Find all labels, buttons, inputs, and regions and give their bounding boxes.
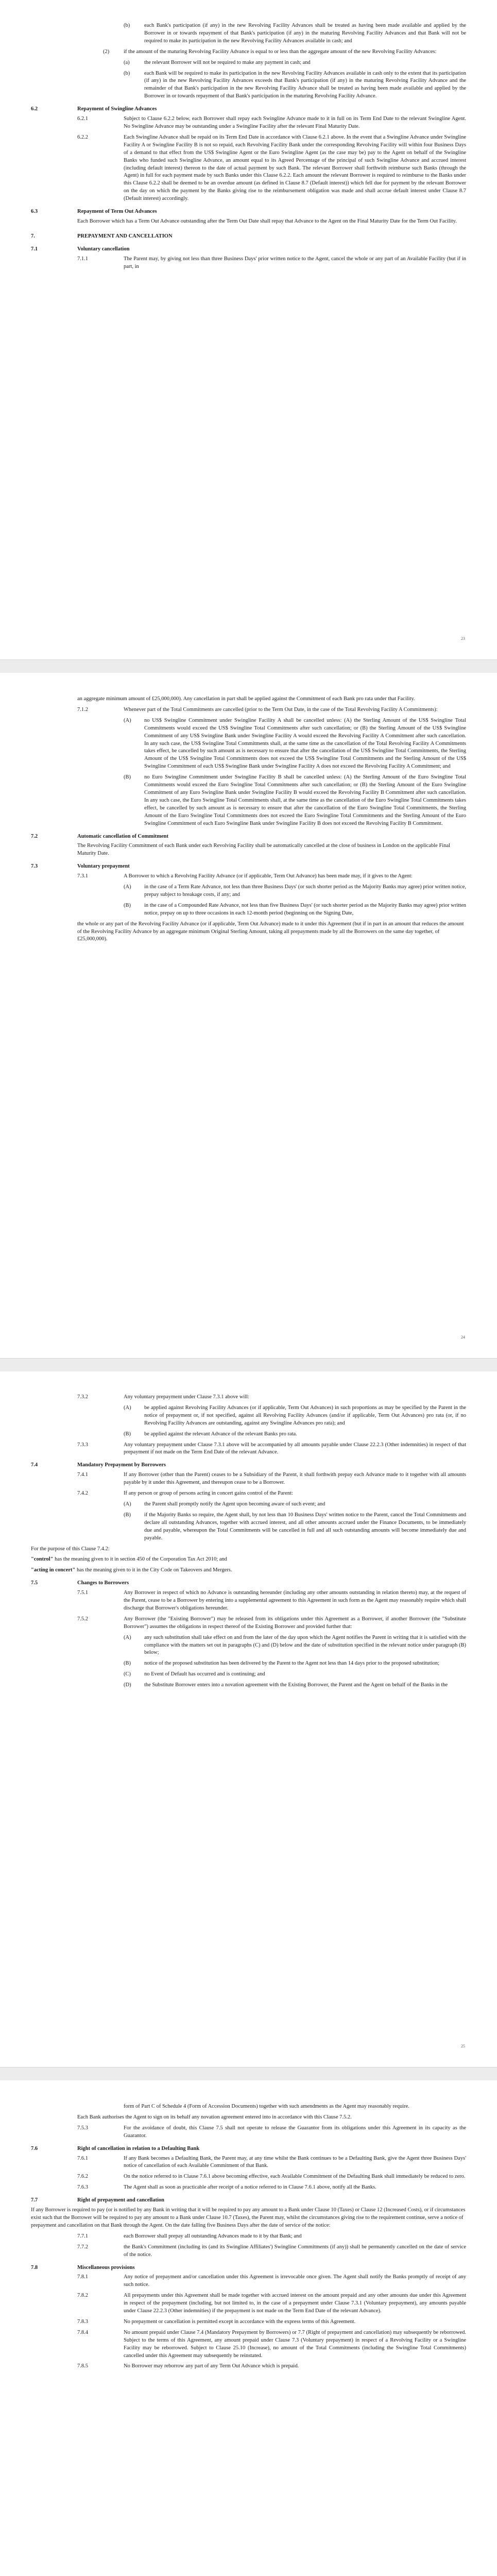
item-text: the Bank's Commitment (including its (and its Swingline Affiliates') Swingline Commitments (if any)) shall be permanently cancelled on the date of service of the notice.	[124, 2244, 466, 2258]
item-label: (C)	[124, 1671, 131, 1677]
clause-item	[31, 2329, 466, 2360]
item-text: the Substitute Borrower enters into a novation agreement with the Existing Borrower, the Parent and the Agent on behalf of the Banks in the	[144, 1682, 448, 1688]
section-title: Repayment of Term Out Advances	[77, 209, 157, 215]
item-label: (B)	[124, 1512, 131, 1518]
document-page-1	[0, 0, 497, 659]
clause-item	[31, 2233, 466, 2241]
chapter-heading	[31, 233, 466, 241]
item-label: (A)	[124, 717, 131, 723]
item-number: 7.5.3	[77, 2125, 88, 2131]
item-label: (2)	[103, 48, 110, 55]
item-text: Any Borrower in respect of which no Advance is outstanding hereunder (including any other amounts outstanding in relation thereto) may, at the request of the Parent, cease to be a Borrower by entering into a supplemental agreement to this Agreement in such form as the Agent may reasonably require which shall discharge that Borrower's obligations hereunder.	[124, 1590, 466, 1611]
clause-item	[31, 22, 466, 45]
item-text: A Borrower to which a Revolving Facility Advance (or if applicable, Term Out Advance) has been made may, if it gives to the Agent:	[124, 873, 413, 879]
item-label: (A)	[124, 1404, 131, 1411]
clause-item	[31, 1490, 466, 1498]
item-number: 7.7.1	[77, 2233, 88, 2239]
item-number: 7.3.3	[77, 1442, 88, 1448]
item-number: 7.8.5	[77, 2363, 88, 2369]
body-paragraph: Each Borrower which has a Term Out Advance outstanding after the Term Out Date shall repay that Advance to the Agent on the Final Maturity Date for the Term Out Facility.	[77, 218, 457, 224]
item-text: On the notice referred to in Clause 7.6.1 above becoming effective, each Available Commitment of the Defaulting Bank shall immediately be reduced to zero.	[124, 2174, 466, 2180]
item-number: 7.6.3	[77, 2184, 88, 2191]
section-number: 7.4	[31, 1462, 38, 1468]
section-number: 7.3	[31, 863, 38, 870]
clause-item	[31, 1394, 466, 1401]
section-heading	[31, 2197, 466, 2205]
item-text: If any person or group of persons acting in concert gains control of the Parent:	[124, 1490, 293, 1497]
body-paragraph: If any Borrower is required to pay (or is notified by any Bank in writing that it will be required to pay any amount to a Bank under Clause 10 (Taxes) or Clause 12 (Increased Costs), or if circumstances exist such that the Borrower will be required to pay any amount to a Bank under Clause 10.7 (Taxes), the Parent may, whilst the circumstances giving rise to the requirement continue, serve a notice of prepayment and cancellation on that Bank through the Agent. On the date falling five Business Days after the date of service of the notice:	[31, 2207, 466, 2228]
page-number: 23	[461, 636, 465, 641]
item-number: 7.1.2	[77, 706, 88, 713]
item-number: 7.8.4	[77, 2329, 88, 2335]
item-text: be applied against Revolving Facility Advances (or if applicable, Term Out Advances) in such proportions as may be specified by the Parent in the notice of prepayment or, if not specified, against all Revolving Facility Advances (and/or if applicable, Term Out Advances) pro rata (or, if no Revolving Facility Advances are outstanding, against any Swingline Advances pro rata); and	[144, 1404, 466, 1426]
clause-item	[31, 70, 466, 101]
clause-item	[31, 2292, 466, 2315]
section-title: Right of prepayment and cancellation	[77, 2197, 164, 2204]
section-heading	[31, 1580, 466, 1587]
clause-item	[31, 2363, 466, 2370]
item-number: 7.7.2	[77, 2244, 88, 2250]
section-title: Repayment of Swingline Advances	[77, 106, 157, 112]
clause-item	[31, 2244, 466, 2259]
section-heading	[31, 106, 466, 113]
clause-item	[31, 902, 466, 918]
defined-term: "control"	[31, 1556, 54, 1563]
item-number: 7.1.1	[77, 256, 88, 262]
clause-item	[31, 2155, 466, 2171]
item-text: All prepayments under this Agreement shall be made together with accrued interest on the amount prepaid and any other amounts due under this Agreement in respect of the prepayment (including, but not limited to, in the case of a prepayment under Clause 7.3.1 (Voluntary prepayment), any amounts payable under Clause 22.2.3 (Other indemnities) if the prepayment is not made on the Term End Date of the relevant Advance).	[124, 2293, 466, 2314]
section-title: Right of cancellation in relation to a Defaulting Bank	[77, 2145, 200, 2151]
item-label: (a)	[124, 59, 130, 65]
section-title: Miscellaneous provisions	[77, 2264, 135, 2270]
clause-item	[31, 2173, 466, 2181]
item-text: Any Borrower (the "Existing Borrower") may be released from its obligations under this Agreement as a Borrower, if another Borrower (the "Substitute Borrower") assumes the obligations in respect thereof of the Existing Borrower and provided further that:	[124, 1616, 466, 1630]
clause-item	[31, 1442, 466, 1457]
clause-item	[31, 2184, 466, 2192]
document-page-2	[0, 673, 497, 1358]
body-paragraph: Each Bank authorises the Agent to sign on its behalf any novation agreement entered into in accordance with this Clause 7.5.2.	[77, 2114, 352, 2120]
item-label: (B)	[124, 902, 131, 908]
clause-item	[31, 1682, 466, 1689]
section-number: 7.8	[31, 2264, 38, 2270]
body-paragraph: The Revolving Facility Commitment of each Bank under each Revolving Facility shall be automatically cancelled at the close of business in London on the applicable Final Maturity Date.	[77, 843, 451, 857]
item-text: no Event of Default has occurred and is continuing; and	[144, 1671, 265, 1677]
clause-item	[31, 1404, 466, 1428]
item-text: No Borrower may reborrow any part of any Term Out Advance which is prepaid.	[124, 2363, 299, 2369]
item-number: 7.8.3	[77, 2318, 88, 2325]
item-text: in the case of a Compounded Rate Advance, not less than five Business Days' (or such shorter period as the Majority Banks may agree) prior written notice, prepay on up to three occasions in each 12-month period (beginning on the Signing Date,	[144, 902, 466, 916]
definition-text: has the meaning given to it in section 450 of the Corporation Tax Act 2010; and	[53, 1556, 227, 1563]
item-label: (A)	[124, 1501, 131, 1507]
section-title: Voluntary cancellation	[77, 246, 130, 252]
item-number: 7.6.2	[77, 2174, 88, 2180]
section-number: 7.2	[31, 833, 38, 839]
page-separator	[0, 2067, 497, 2081]
section-heading	[31, 863, 466, 871]
clause-item	[31, 1634, 466, 1657]
clause-item	[31, 48, 466, 56]
page-separator	[0, 1358, 497, 1372]
body-paragraph: For the purpose of this Clause 7.4.2:	[31, 1546, 110, 1552]
clause-item	[31, 884, 466, 899]
defined-term: "acting in concert"	[31, 1567, 76, 1573]
clause-item	[31, 717, 466, 771]
item-label: (B)	[124, 1431, 131, 1437]
item-text: The Parent may, by giving not less than three Business Days' prior written notice to the Agent, cancel the whole or any part of an Available Facility (but if in part, in	[124, 256, 466, 269]
item-text: notice of the proposed substitution has been delivered by the Parent to the Agent not less than 14 days prior to the proposed substitution;	[144, 1660, 440, 1667]
clause-item	[31, 873, 466, 880]
item-number: 7.5.2	[77, 1616, 88, 1622]
item-text: No amount prepaid under Clause 7.4 (Mandatory Prepayment by Borrowers) or 7.7 (Right of prepayment and cancellation) may subsequently be reborrowed. Subject to the terms of this Agreement, any amount prepaid under Clause 7.3 (Voluntary prepayment) in respect of a Revolving Facility or a Swingline Facility may be reborrowed. Subject to Clause 25.10 (Increase), no amount of the Total Commitments (including the Swingline Total Commitments) cancelled under this Agreement may subsequently be reinstated.	[124, 2329, 466, 2359]
item-text: if the Majority Banks so require, the Agent shall, by not less than 10 Business Days' written notice to the Parent, cancel the Total Commitments and declare all outstanding Advances, together with accrued interest, and all other amounts accrued under the Finance Documents, to be immediately due and payable, whereupon the Total Commitments will be cancelled in full and all such outstanding amounts will become immediately due and payable.	[144, 1512, 466, 1541]
item-text: Any voluntary prepayment under Clause 7.3.1 above will be accompanied by all amounts payable under Clause 22.2.3 (Other indemnities) in respect of that prepayment if not made on the Term End Date of the relevant Advance.	[124, 1442, 466, 1455]
item-text: in the case of a Term Rate Advance, not less than three Business Days' (or such shorter period as the Majority Banks may agree) prior written notice, prepay subject to breakage costs, if any; and	[144, 884, 466, 897]
section-heading	[31, 2145, 466, 2153]
item-text: The Agent shall as soon as practicable after receipt of a notice referred to in Clause 7.6.1 above, notify all the Banks.	[124, 2184, 376, 2191]
document-page-4	[0, 2080, 497, 2576]
clause-item	[31, 2274, 466, 2289]
item-number: 7.4.2	[77, 1490, 88, 1497]
item-text: any such substitution shall take effect on and from the later of the day upon which the Agent notifies the Parent in writing that it is satisfied with the compliance with the matters set out in paragraphs (C) and (D) below and the date of substitution specified in the relevant notice under paragraph (B) below;	[144, 1634, 466, 1656]
definition	[31, 1556, 466, 1564]
item-text: If any Borrower (other than the Parent) ceases to be a Subsidiary of the Parent, it shall forthwith prepay each Advance made to it together with all amounts payable by it under this Agreement, and thereupon cease to be a Borrower.	[124, 1472, 466, 1486]
clause-item	[31, 1471, 466, 1487]
page-number: 25	[461, 2044, 465, 2048]
clause-item	[31, 1660, 466, 1668]
item-text: No prepayment or cancellation is permitted except in accordance with the express terms of this Agreement.	[124, 2318, 356, 2325]
item-number: 6.2.1	[77, 116, 88, 122]
item-text: each Borrower shall prepay all outstanding Advances made to it by that Bank; and	[124, 2233, 302, 2239]
item-label: (b)	[124, 23, 130, 28]
item-number: 7.5.1	[77, 1590, 88, 1596]
item-label: (B)	[124, 774, 131, 781]
clause-item	[31, 134, 466, 203]
clause-item	[31, 1512, 466, 1543]
chapter-number: 7.	[31, 233, 35, 239]
section-number: 7.1	[31, 246, 38, 252]
clause-item	[31, 1589, 466, 1613]
section-number: 7.6	[31, 2145, 38, 2151]
item-label: (A)	[124, 1634, 131, 1640]
clause-item	[31, 2318, 466, 2326]
body-paragraph: an aggregate minimum amount of £25,000,000). Any cancellation in part shall be applied against the Commitment of each Bank pro rata under that Facility.	[77, 696, 415, 702]
item-label: (A)	[124, 884, 131, 890]
section-heading	[31, 833, 466, 841]
section-number: 7.7	[31, 2197, 38, 2204]
section-title: Changes to Borrowers	[77, 1580, 129, 1586]
clause-item	[31, 2125, 466, 2140]
item-text: For the avoidance of doubt, this Clause 7.5 shall not operate to release the Guarantor from its obligations under this Agreement in its capacity as the Guarantor.	[124, 2125, 466, 2139]
page-number: 24	[461, 1335, 465, 1340]
item-text: if the amount of the maturing Revolving Facility Advance is equal to or less than the aggregate amount of the new Revolving Facility Advances:	[124, 48, 437, 55]
item-text: Each Swingline Advance shall be repaid on its Term End Date in accordance with Clause 6.2.1 above. In the event that a Swingline Advance under Swingline Facility A or Swingline Facility B is not so repaid, each Revolving Facility Bank under the corresponding Revolving Facility will within four Business Days of a demand to that effect from the US$ Swingline Agent or the Euro Swingline Agent (as the case may be) pay to the Agent on behalf of the Swingline Banks who funded such Swingline Advance, an amount equal to its Agreed Percentage of the principal of such Swingline Advance and accrued interest (including default interest) thereon to the date of actual payment by such Bank. The relevant Borrower shall forthwith reimburse such Banks (through the Agent) in full for each payment made by such Banks under this Clause 6.2.2. Each amount the relevant Borrower is required to reimburse to the Banks under this Clause 6.2.2 shall be deemed to be an overdue amount (as defined in Clause 8.7 (Default interest)) which fell due for payment by the relevant Borrower on the day on which the payment by the Banks giving rise to the reimbursement obligation was made and shall accrue default interest under Clause 8.7 (Default interest) accordingly.	[124, 134, 466, 202]
clause-item	[31, 256, 466, 271]
document-page-3	[0, 1371, 497, 2067]
item-number: 6.2.2	[77, 134, 88, 140]
item-number: 7.4.1	[77, 1472, 88, 1478]
section-heading	[31, 2264, 466, 2272]
section-heading	[31, 1462, 466, 1469]
body-paragraph: the whole or any part of the Revolving Facility Advance (or if applicable, Term Out Advance) made to it under this Agreement (but if in part in an amount that reduces the amount of the Revolving Facility Advance by an aggregate minimum Original Sterling Amount, taking all prepayments made by all the Borrowers on the same day together, of £25,000,000).	[77, 921, 464, 942]
section-heading	[31, 208, 466, 216]
clause-item	[31, 1671, 466, 1679]
item-text: be applied against the relevant Advance of the relevant Banks pro rata.	[144, 1431, 297, 1437]
clause-item	[31, 706, 466, 714]
clause-item	[31, 115, 466, 131]
section-title: Automatic cancellation of Commitment	[77, 833, 169, 839]
clause-item	[31, 1501, 466, 1509]
item-text: the relevant Borrower will not be required to make any payment in cash; and	[144, 59, 311, 65]
chapter-title: PREPAYMENT AND CANCELLATION	[77, 233, 173, 239]
item-label: (D)	[124, 1682, 131, 1688]
definition	[31, 1567, 466, 1574]
item-number: 7.8.2	[77, 2293, 88, 2299]
definition-text: has the meaning given to it in the City Code on Takeovers and Mergers.	[75, 1567, 232, 1573]
section-number: 6.2	[31, 106, 38, 112]
item-number: 7.3.1	[77, 873, 88, 879]
item-number: 7.3.2	[77, 1394, 88, 1400]
section-number: 7.5	[31, 1580, 38, 1586]
item-text: Any notice of prepayment and/or cancellation under this Agreement is irrevocable once given. The Agent shall notify the Banks promptly of receipt of any such notice.	[124, 2274, 466, 2288]
section-heading	[31, 246, 466, 253]
clause-item	[31, 59, 466, 67]
clause-item	[31, 1616, 466, 1631]
clause-item	[31, 774, 466, 827]
item-text: no US$ Swingline Commitment under Swingline Facility A shall be cancelled unless: (A) the Sterling Amount of the US$ Swingline Total Commitments would exceed the US$ Swingline Total Commitments after such cancellation; or (B) the Sterling Amount of the US$ Swingline Commitment of any US$ Swingline Bank under Swingline Facility A would exceed the Revolving Facility A Commitment after such cancellation. In any such case, the US$ Swingline Total Commitments shall, at the same time as the cancellation of the Total Revolving Facility A Commitments takes effect, be cancelled by such amount as is necessary to ensure that after the cancellation of the US$ Swingline Total Commitments, the Sterling Amount of the US$ Swingline Total Commitments does not exceed the US$ Swingline Total Commitments and the Sterling Amount of the US$ Swingline Commitment of each US$ Swingline Bank under Swingline Facility A does not exceed the Revolving Facility A Commitment; and	[144, 717, 466, 770]
item-text: If any Bank becomes a Defaulting Bank, the Parent may, at any time whilst the Bank continues to be a Defaulting Bank, give the Agent three Business Days' notice of cancellation of each Available Commitment of that Bank.	[124, 2155, 466, 2169]
item-text: Whenever part of the Total Commitments are cancelled (prior to the Term Out Date, in the case of the Total Revolving Facility A Commitments):	[124, 706, 438, 713]
item-text: each Bank will be required to make its participation in the new Revolving Facility Advances available in cash only to the extent that its participation (if any) in the new Revolving Facility Advances exceeds that Bank's participation (if any) in the maturing Revolving Facility Advance and the remainder of that Bank's participation in the new Revolving Facility Advance shall be treated as having been made available and applied by the Borrower in or towards repayment of that Bank's participation in the maturing Revolving Facility Advance.	[144, 70, 466, 99]
item-number: 7.8.1	[77, 2274, 88, 2280]
page-separator	[0, 659, 497, 674]
clause-item	[31, 1431, 466, 1438]
item-label: (b)	[124, 70, 130, 76]
item-label: (B)	[124, 1660, 131, 1667]
section-title: Mandatory Prepayment by Borrowers	[77, 1462, 166, 1468]
item-text: Subject to Clause 6.2.2 below, each Borrower shall repay each Swingline Advance made to it in full on its Term End Date to the relevant Swingline Agent. No Swingline Advance may be outstanding under a Swingline Facility after the relevant Final Maturity Date.	[124, 116, 466, 129]
section-title: Voluntary prepayment	[77, 863, 130, 870]
section-number: 6.3	[31, 209, 38, 215]
item-text: each Bank's participation (if any) in the new Revolving Facility Advances shall be treated as having been made available and applied by the Borrower in or towards repayment of that Bank's participation (if any) in the maturing Revolving Facility Advances and that Bank will not be required to make its participation in the new Revolving Facility Advances available in cash; and	[144, 23, 466, 44]
item-number: 7.6.1	[77, 2155, 88, 2161]
item-text: Any voluntary prepayment under Clause 7.3.1 above will:	[124, 1394, 250, 1400]
item-text: the Parent shall promptly notify the Agent upon becoming aware of such event; and	[144, 1501, 325, 1507]
item-text: no Euro Swingline Commitment under Swingline Facility B shall be cancelled unless: (A) the Sterling Amount of the Euro Swingline Total Commitments would exceed the Euro Swingline Total Commitments after such cancellation; or (B) the Sterling Amount of the Euro Swingline Commitment of any Euro Swingline Bank under Swingline Facility B would exceed the Revolving Facility B Commitment after such cancellation. In any such case, the Euro Swingline Total Commitments shall, at the same time as the cancellation of the Euro Swingline Total Commitments takes effect, be cancelled by such amount as is necessary to ensure that after the cancellation of the Euro Swingline Total Commitments, the Sterling Amount of the Euro Swingline Total Commitments does not exceed the Euro Swingline Total Commitments and the Sterling Amount of the Euro Swingline Commitment of each Euro Swingline Bank under Swingline Facility B does not exceed the Revolving Facility B Commitment.	[144, 774, 466, 826]
body-paragraph: form of Part C of Schedule 4 (Form of Accession Documents) together with such amendments as the Agent may reasonably require.	[124, 2104, 409, 2109]
